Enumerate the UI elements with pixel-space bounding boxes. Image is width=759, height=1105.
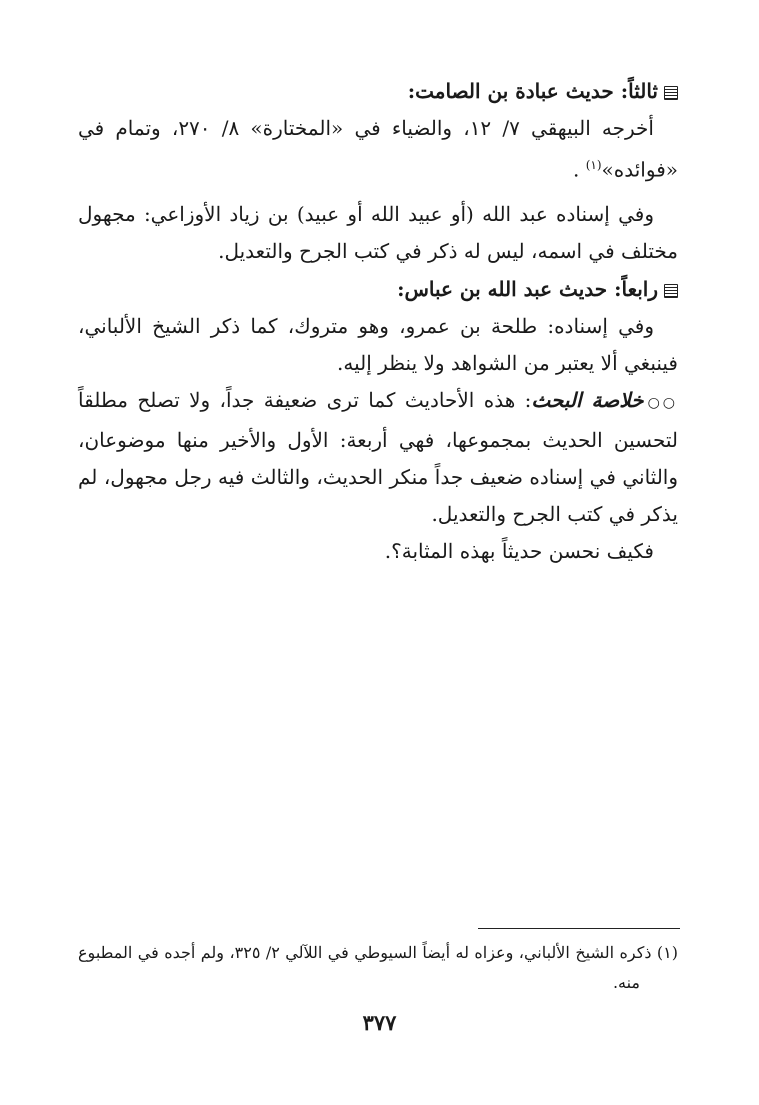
summary-text: : هذه الأحاديث كما ترى ضعيفة جداً، ولا تصلح مطلقاً لتحسين الحديث بمجموعها، فهي أربعة: الأول والأخير منها موضوعان، والثاني في إسناده ضعيف جداً منكر الحديث، والثالث فيه رجل مجهول، لم يذكر في كتب الجرح والتعديل.	[78, 387, 678, 526]
summary-paragraph	[78, 382, 678, 533]
paragraph-text: أخرجه البيهقي ٧/ ١٢، والضياء في «المختارة» ٨/ ٢٧٠، وتمام في «فوائده»	[78, 116, 678, 182]
footnote	[78, 938, 678, 998]
footnote-separator	[478, 928, 680, 929]
summary-mark: ○○	[647, 394, 679, 411]
book-icon	[664, 284, 678, 298]
section-heading	[78, 270, 678, 308]
footnote-text: ذكره الشيخ الألباني، وعزاه له أيضاً السيوطي في اللآلي ٢/ ٣٢٥، ولم أجده في المطبوع منه.	[78, 943, 652, 992]
footnotes	[78, 938, 678, 998]
section-heading-text: رابعاً: حديث عبد الله بن عباس:	[397, 276, 658, 301]
summary-label: خلاصة البحث	[531, 387, 644, 412]
page-number: ٣٧٧	[362, 1010, 397, 1035]
book-icon	[664, 86, 678, 100]
closing-paragraph: فكيف نحسن حديثاً بهذه المثابة؟.	[384, 538, 654, 563]
footnote-number: (١)	[656, 943, 679, 962]
footnote-reference[interactable]: (١)	[585, 158, 602, 172]
paragraph: وفي إسناده: طلحة بن عمرو، وهو متروك، كما ذكر الشيخ الألباني، فينبغي ألا يعتبر من الشواهد ولا ينظر إليه.	[78, 313, 678, 375]
section-heading	[78, 72, 678, 110]
section-heading-text: ثالثاً: حديث عبادة بن الصامت:	[407, 79, 658, 103]
paragraph: وفي إسناده عبد الله (أو عبيد الله أو عبيد) بن زياد الأوزاعي: مجهول مختلف في اسمه، ليس له ذكر في كتب الجرح والتعديل.	[78, 201, 678, 263]
paragraph: أخرجه البيهقي ٧/ ١٢، والضياء في «المختارة» ٨/ ٢٧٠، وتمام في «فوائده»$^{(١)}$ .	[78, 116, 678, 182]
page-body	[78, 72, 678, 570]
